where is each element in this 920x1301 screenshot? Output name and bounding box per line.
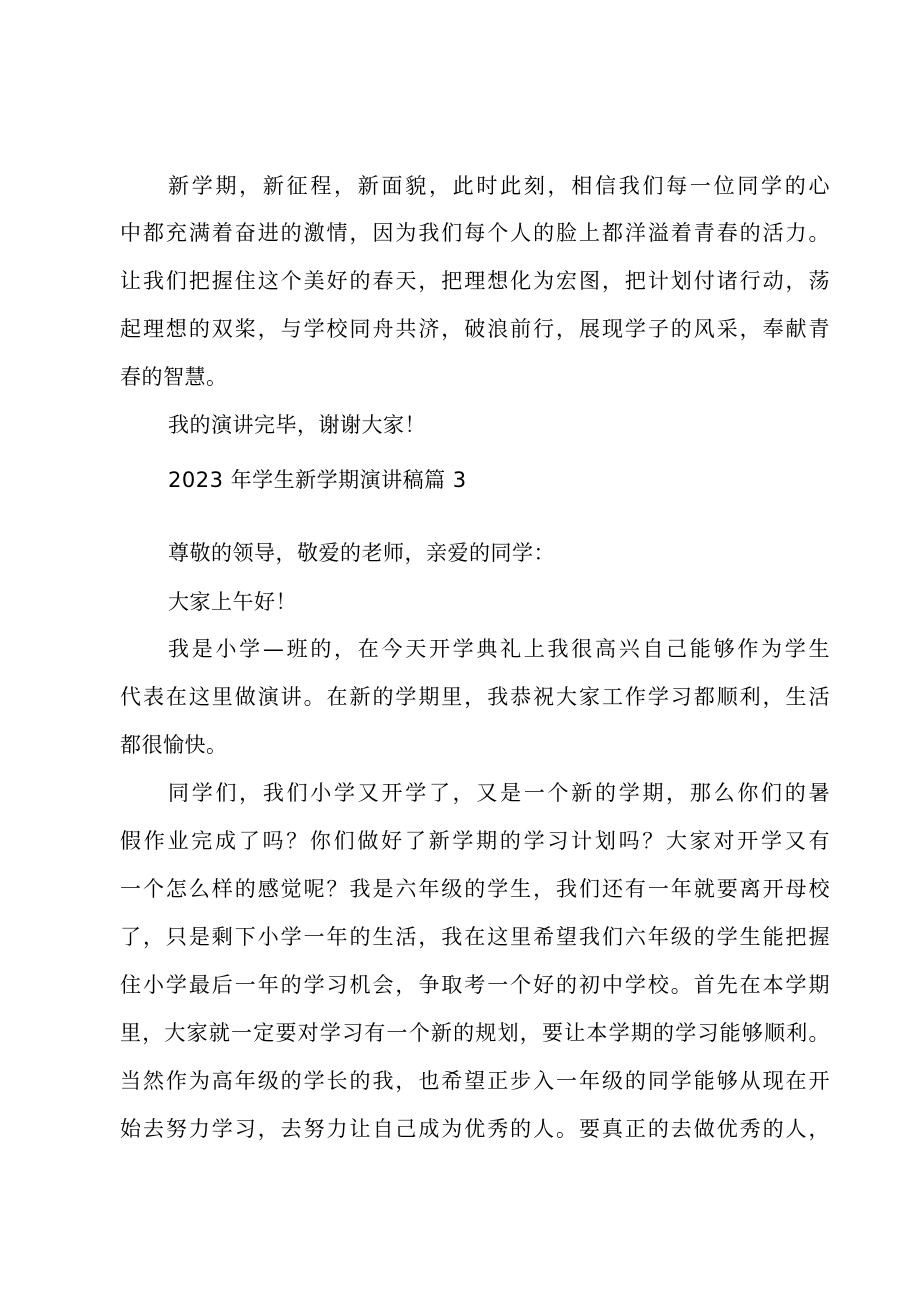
paragraph-line: 当然作为高年级的学长的我，也希望正步入一年级的同学能够从现在开 <box>120 1069 830 1093</box>
paragraph-line: 一个怎么样的感觉呢？我是六年级的学生，我们还有一年就要离开母校 <box>120 877 830 901</box>
paragraph-line: 里，大家就一定要对学习有一个新的规划，要让本学期的学习能够顺利。 <box>120 1021 830 1045</box>
paragraph-line: 春的智慧。 <box>120 365 228 389</box>
greeting-line: 大家上午好！ <box>168 590 297 614</box>
paragraph-line: 让我们把握住这个美好的春天，把理想化为宏图，把计划付诸行动，荡 <box>120 269 830 293</box>
paragraph-line: 新学期，新征程，新面貌，此时此刻，相信我们每一位同学的心 <box>168 174 830 198</box>
paragraph-line: 同学们，我们小学又开学了，又是一个新的学期，那么你们的暑 <box>168 781 830 805</box>
salutation-line: 尊敬的领导，敬爱的老师，亲爱的同学： <box>168 541 555 565</box>
paragraph-line: 住小学最后一年的学习机会，争取考一个好的初中学校。首先在本学期 <box>120 973 830 997</box>
paragraph-line: 都很愉快。 <box>120 733 228 757</box>
paragraph-line: 代表在这里做演讲。在新的学期里，我恭祝大家工作学习都顺利，生活 <box>120 685 830 709</box>
paragraph-line: 起理想的双桨，与学校同舟共济，破浪前行，展现学子的风采，奉献青 <box>120 317 830 341</box>
paragraph-line: 我是小学—班的，在今天开学典礼上我很高兴自己能够作为学生 <box>168 637 830 661</box>
paragraph-line: 假作业完成了吗？你们做好了新学期的学习计划吗？大家对开学又有 <box>120 829 830 853</box>
paragraph-line: 了，只是剩下小学一年的生活，我在这里希望我们六年级的学生能把握 <box>120 925 830 949</box>
paragraph-line: 中都充满着奋进的激情，因为我们每个人的脸上都洋溢着青春的活力。 <box>120 221 830 245</box>
paragraph-line: 始去努力学习，去努力让自己成为优秀的人。要真正的去做优秀的人， <box>120 1117 830 1141</box>
closing-line: 我的演讲完毕，谢谢大家！ <box>168 413 426 437</box>
section-heading: 2023 年学生新学期演讲稿篇 3 <box>168 468 467 492</box>
